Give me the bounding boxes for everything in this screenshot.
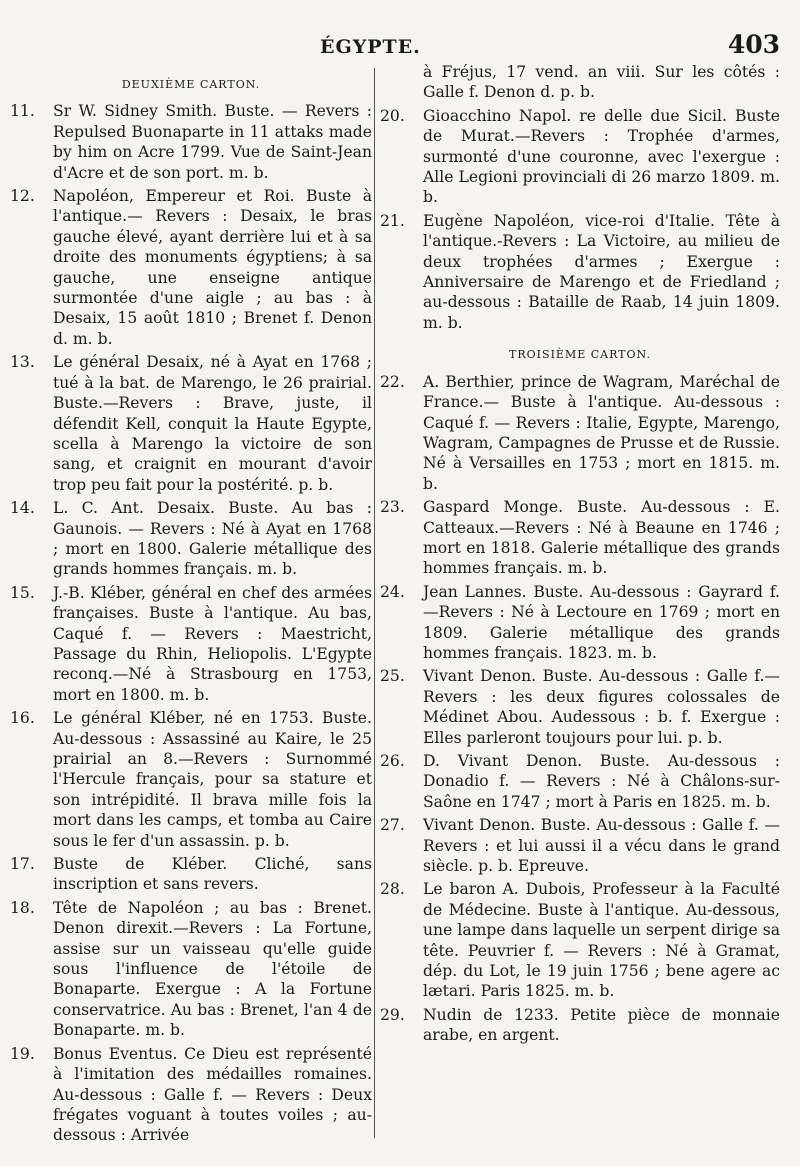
entry-number: 20. [380,106,405,125]
entry-text: Jean Lannes. Buste. Au-dessous : Gayrard f.—Revers : Né à Lectoure en 1769 ; mort en 1809. Galerie métallique des grands hommes français. 1823. m. b. [423,582,780,662]
catalog-entry [380,1005,780,1046]
page-header [0,30,800,60]
catalog-entry [10,898,372,1041]
column-divider [374,68,375,1138]
catalog-entry [380,666,780,748]
page-number: 403 [727,30,780,59]
entry-number: 25. [380,667,405,686]
catalog-entry [10,1044,372,1146]
entry-number: 22. [380,372,405,391]
entry-text: A. Berthier, prince de Wagram, Maréchal de France.— Buste à l'antique. Au-dessous : Caqué f. — Revers : Italie, Egypte, Marengo, Wagram, Campagnes de Prusse et de Russie. Né à Versailles en 1753 ; mort en 1815. m. b. [423,372,780,493]
entry-text: Tête de Napoléon ; au bas : Brenet. Denon direxit.—Revers : La Fortune, assise sur un vaisseau qu'elle guide sous l'influence de l'étoile de Bonaparte. Exergue : A la Fortune conservatrice. Au bas : Brenet, l'an 4 de Bonaparte. m. b. [53,898,372,1040]
entry-continuation [380,62,780,103]
left-entries-list [10,101,372,1145]
entry-number: 14. [10,499,35,518]
right-entries-list-a [380,106,780,333]
catalog-entry [10,708,372,851]
catalog-entry [10,583,372,705]
entry-number: 12. [10,187,35,206]
entry-text: Nudin de 1233. Petite pièce de monnaie arabe, en argent. [423,1005,780,1045]
entry-text: Gioacchino Napol. re delle due Sicil. Buste de Murat.—Revers : Trophée d'armes, surmonté d'une couronne, avec l'exergue : Alle Legioni provinciali di 26 marzo 1809. m. b. [423,106,780,207]
entry-number: 13. [10,353,35,372]
entry-number: 17. [10,855,35,874]
entry-number: 23. [380,498,405,517]
entry-text: Napoléon, Empereur et Roi. Buste à l'antique.— Revers : Desaix, le bras gauche élevé, ayant derrière lui et à sa droite des monuments égyptiens; à sa gauche, une enseigne antique surmontée d'une aigle ; au bas : à Desaix, 15 août 1810 ; Brenet f. Denon d. m. b. [53,187,372,348]
catalog-entry [10,101,372,183]
entry-text: Le baron A. Dubois, Professeur à la Faculté de Médecine. Buste à l'antique. Au-dessous, une lampe dans laquelle un serpent dirige sa tête. Peuvrier f. — Revers : Né à Gramat, dép. du Lot, le 19 juin 1756 ; bene agere ac lætari. Paris 1825. m. b. [423,880,780,1001]
catalog-entry [380,815,780,876]
running-title: ÉGYPTE. [320,36,421,58]
entry-number: 16. [10,709,35,728]
catalog-entry [10,498,372,580]
entry-text: Vivant Denon. Buste. Au-dessous : Galle f.—Revers : les deux figures colossales de Médinet Abou. Audessous : b. f. Exergue : Elles parleront toujours pour lui. p. b. [423,667,780,747]
catalog-entry [10,854,372,895]
catalog-entry [380,372,780,494]
catalog-entry [380,879,780,1001]
entry-text: L. C. Ant. Desaix. Buste. Au bas : Gaunois. — Revers : Né à Ayat en 1768 ; mort en 1800. Galerie métallique des grands hommes français. m. b. [53,499,372,579]
catalog-entry [380,497,780,579]
entry-text: Gaspard Monge. Buste. Au-dessous : E. Catteaux.—Revers : Né à Beaune en 1746 ; mort en 1818. Galerie métallique des grands hommes français. m. b. [423,498,780,578]
entry-number: 27. [380,816,405,835]
entry-number: 15. [10,583,35,602]
section-heading-deuxieme-carton: DEUXIÈME CARTON. [121,78,261,91]
entry-number: 19. [10,1044,35,1063]
entry-number: 11. [10,102,35,121]
entry-number: 29. [380,1005,405,1024]
catalog-entry [380,211,780,333]
entry-number: 24. [380,582,405,601]
entry-text: Bonus Eventus. Ce Dieu est représenté à l'imitation des médailles romaines. Au-dessous : Galle f. — Revers : Deux frégates voguant à toutes voiles ; au-dessous : Arrivée [53,1044,372,1145]
right-entries-list-b [380,372,780,1046]
catalog-entry [380,106,780,208]
catalog-entry [380,751,780,812]
entry-text: D. Vivant Denon. Buste. Au-dessous : Donadio f. — Revers : Né à Châlons-sur-Saône en 1747 ; mort à Paris en 1825. m. b. [423,752,780,811]
catalog-entry [10,186,372,349]
entry-number: 26. [380,752,405,770]
entry-number: 18. [10,898,35,917]
right-column [380,63,780,1049]
entry-number: 21. [380,211,405,230]
entry-text: à Fréjus, 17 vend. an viii. Sur les côtés : Galle f. Denon d. p. b. [423,63,780,102]
entry-text: Vivant Denon. Buste. Au-dessous : Galle f. — Revers : et lui aussi il a vécu dans le grand siècle. p. b. Epreuve. [423,816,780,876]
entry-text: J.-B. Kléber, général en chef des armées françaises. Buste à l'antique. Au bas, Caqué f. — Revers : Maestricht, Passage du Rhin, Heliopolis. L'Egypte reconq.—Né à Strasbourg en 1753, mort en 1800. m. b. [53,583,372,704]
entry-number: 28. [380,880,405,899]
left-column [10,63,372,1149]
entry-text: Le général Kléber, né en 1753. Buste. Au-dessous : Assassiné au Kaire, le 25 prairial an 8.—Revers : Surnommé l'Hercule français, pour sa stature et son intrépidité. Il brava mille fois la mort dans les camps, et tomba au Caire sous le fer d'un assassin. p. b. [53,709,372,850]
catalog-entry [10,352,372,495]
catalog-entry [380,582,780,664]
entry-text: Le général Desaix, né à Ayat en 1768 ; tué à la bat. de Marengo, le 26 prairial. Buste.—Revers : Brave, juste, il défendit Kell, conquit la Haute Egypte, scella à Marengo la victoire de son sang, et craignit en mourant d'avoir trop peu fait pour la postérité. p. b. [53,353,372,494]
entry-text: Eugène Napoléon, vice-roi d'Italie. Tête à l'antique.-Revers : La Victoire, au milieu de deux trophées d'armes ; Exergue : Anniversaire de Marengo et de Friedland ; au-dessous : Bataille de Raab, 14 juin 1809. m. b. [423,211,780,332]
entry-text: Sr W. Sidney Smith. Buste. — Revers : Repulsed Buonaparte in 11 attaks made by him on Acre 1799. Vue de Saint-Jean d'Acre et de son port. m. b. [53,102,372,182]
section-heading-troisieme-carton: TROISIÈME CARTON. [509,348,651,362]
entry-text: Buste de Kléber. Cliché, sans inscription et sans revers. [53,855,372,894]
